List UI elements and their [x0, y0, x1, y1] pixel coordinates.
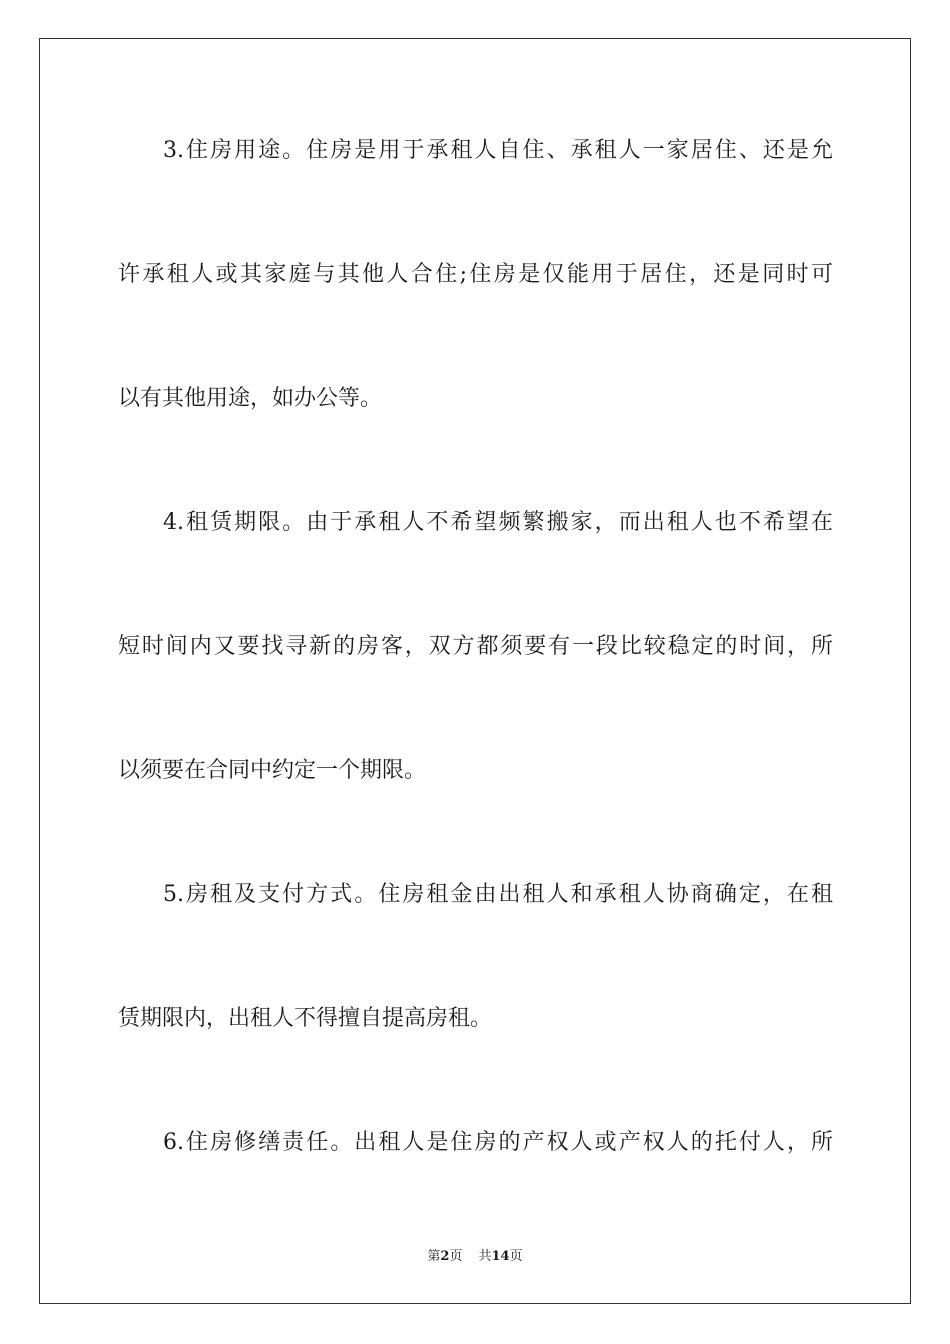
text-line: 3.住房用途。住房是用于承租人自住、承租人一家居住、还是允 [163, 138, 833, 163]
total-prefix: 共 [478, 1249, 492, 1264]
text-line: 许承租人或其家庭与其他人合住;住房是仅能用于居住，还是同时可 [118, 262, 833, 287]
page-prefix: 第 [427, 1249, 441, 1264]
text-line: 以须要在合同中约定一个期限。 [118, 758, 427, 783]
text-line: 6.住房修缮责任。出租人是住房的产权人或产权人的托付人，所 [163, 1130, 833, 1155]
total-pages: 14 [491, 1249, 510, 1264]
text-line: 赁期限内，出租人不得擅自提高房租。 [118, 1006, 493, 1031]
page-number: 2 [440, 1249, 450, 1264]
page-suffix: 页 [449, 1249, 463, 1264]
text-line: 5.房租及支付方式。住房租金由出租人和承租人协商确定，在租 [163, 882, 833, 907]
page-footer [0, 1248, 950, 1266]
page-border [39, 38, 911, 1304]
total-suffix: 页 [509, 1249, 523, 1264]
text-line: 以有其他用途，如办公等。 [118, 386, 383, 411]
text-line: 4.租赁期限。由于承租人不希望频繁搬家，而出租人也不希望在 [163, 510, 833, 535]
text-line: 短时间内又要找寻新的房客，双方都须要有一段比较稳定的时间，所 [118, 634, 833, 659]
